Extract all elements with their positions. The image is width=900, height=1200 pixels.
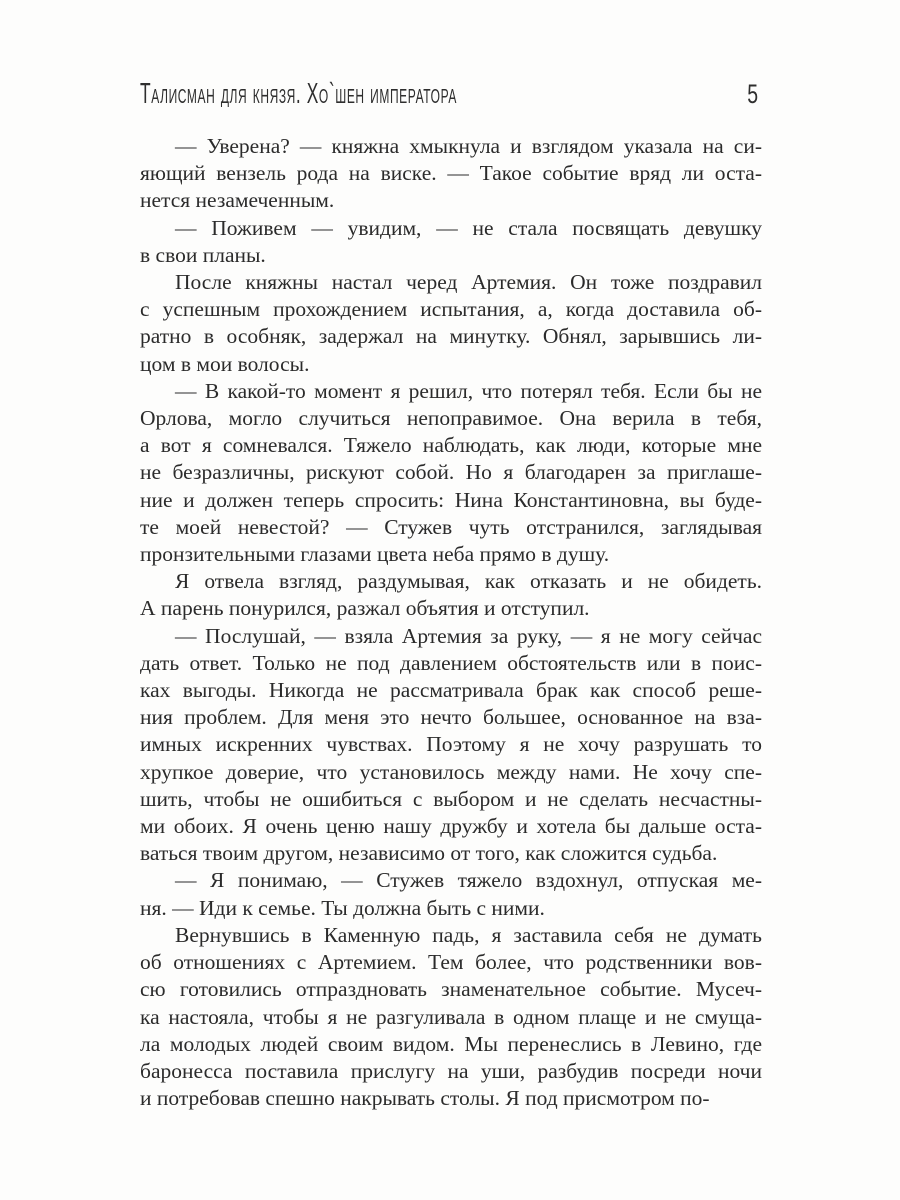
text-line: — Уверена? — княжна хмыкнула и взглядом указала на си- xyxy=(175,134,762,158)
running-title: Талисман для князя. Хо`шен императора xyxy=(140,78,457,110)
text-line: ня. — Иди к семье. Ты должна быть с ними. xyxy=(140,895,545,920)
text-line: дать ответ. Только не под давлением обстоятельств или в поис- xyxy=(140,650,762,675)
text-line: яющий вензель рода на виске. — Такое событие вряд ли оста- xyxy=(140,161,762,186)
text-line: ми обоих. Я очень ценю нашу дружбу и хотела бы дальше оста- xyxy=(140,814,762,839)
text-line: — В какой-то момент я решил, что потерял тебя. Если бы не xyxy=(175,378,762,403)
text-line: — Послушай, — взяла Артемия за руку, — я не могу сейчас xyxy=(175,623,762,648)
text-line: хрупкое доверие, что установилось между нами. Не хочу спе- xyxy=(140,759,762,784)
text-line: — Поживем — увидим, — не стала посвящать девушку xyxy=(175,215,762,240)
paragraph xyxy=(140,568,762,622)
text-line: ние и должен теперь спросить: Нина Константиновна, вы буде- xyxy=(140,487,762,512)
paragraph xyxy=(140,133,762,215)
text-line: баронесса поставила прислугу на уши, разбудив посреди ночи xyxy=(140,1058,762,1083)
paragraph xyxy=(140,623,762,868)
text-line: ния проблем. Для меня это нечто большее, основанное на вза- xyxy=(140,705,762,730)
text-line: — Я понимаю, — Стужев тяжело вздохнул, отпуская ме- xyxy=(175,868,762,893)
text-line: ла молодых людей своим видом. Мы перенеслись в Левино, где xyxy=(140,1031,762,1056)
text-line: ратно в особняк, задержал на минутку. Обнял, зарывшись ли- xyxy=(140,324,762,349)
page-number: 5 xyxy=(747,79,758,109)
page-text xyxy=(140,133,762,1112)
text-line: с успешным прохождением испытания, а, когда доставила об- xyxy=(140,297,762,322)
text-line: Вернувшись в Каменную падь, я заставила себя не думать xyxy=(175,922,762,947)
page-header xyxy=(140,80,762,112)
text-line: сю готовились отпраздновать знаменательное событие. Мусеч- xyxy=(140,977,762,1002)
text-line: в свои планы. xyxy=(140,242,266,267)
text-line: После княжны настал черед Артемия. Он тоже поздравил xyxy=(175,270,762,295)
text-line: те моей невестой? — Стужев чуть отстранился, заглядывая xyxy=(140,514,762,539)
text-line: Я отвела взгляд, раздумывая, как отказать и не обидеть. xyxy=(175,569,762,594)
text-line: пронзительными глазами цвета неба прямо в душу. xyxy=(140,542,610,567)
paragraph xyxy=(140,378,762,568)
text-line: Орлова, могло случиться непоправимое. Она верила в тебя, xyxy=(140,406,762,431)
paragraph xyxy=(140,867,762,921)
text-line: ваться твоим другом, независимо от того, как сложится судьба. xyxy=(140,841,718,866)
text-line: А парень понурился, разжал объятия и отступил. xyxy=(140,596,590,621)
text-line: ках выгоды. Никогда не рассматривала брак как способ реше- xyxy=(140,678,762,703)
text-line: а вот я сомневался. Тяжело наблюдать, как люди, которые мне xyxy=(140,433,762,458)
paragraph xyxy=(140,269,762,378)
text-line: ка настояла, чтобы я не разгуливала в одном плаще и не смуща- xyxy=(140,1004,762,1029)
text-line: нется незамеченным. xyxy=(140,188,335,213)
paragraph xyxy=(140,922,762,1112)
text-line: имных искренних чувствах. Поэтому я не хочу разрушать то xyxy=(140,732,762,757)
paragraph xyxy=(140,215,762,269)
text-line: и потребовав спешно накрывать столы. Я под присмотром по- xyxy=(140,1086,710,1111)
text-line: не безразличны, рискуют собой. Но я благодарен за приглаше- xyxy=(140,460,762,485)
text-line: шить, чтобы не ошибиться с выбором и не сделать несчастны- xyxy=(140,786,762,811)
text-line: об отношениях с Артемием. Тем более, что родственники вов- xyxy=(140,950,762,975)
text-line: цом в мои волосы. xyxy=(140,351,310,376)
